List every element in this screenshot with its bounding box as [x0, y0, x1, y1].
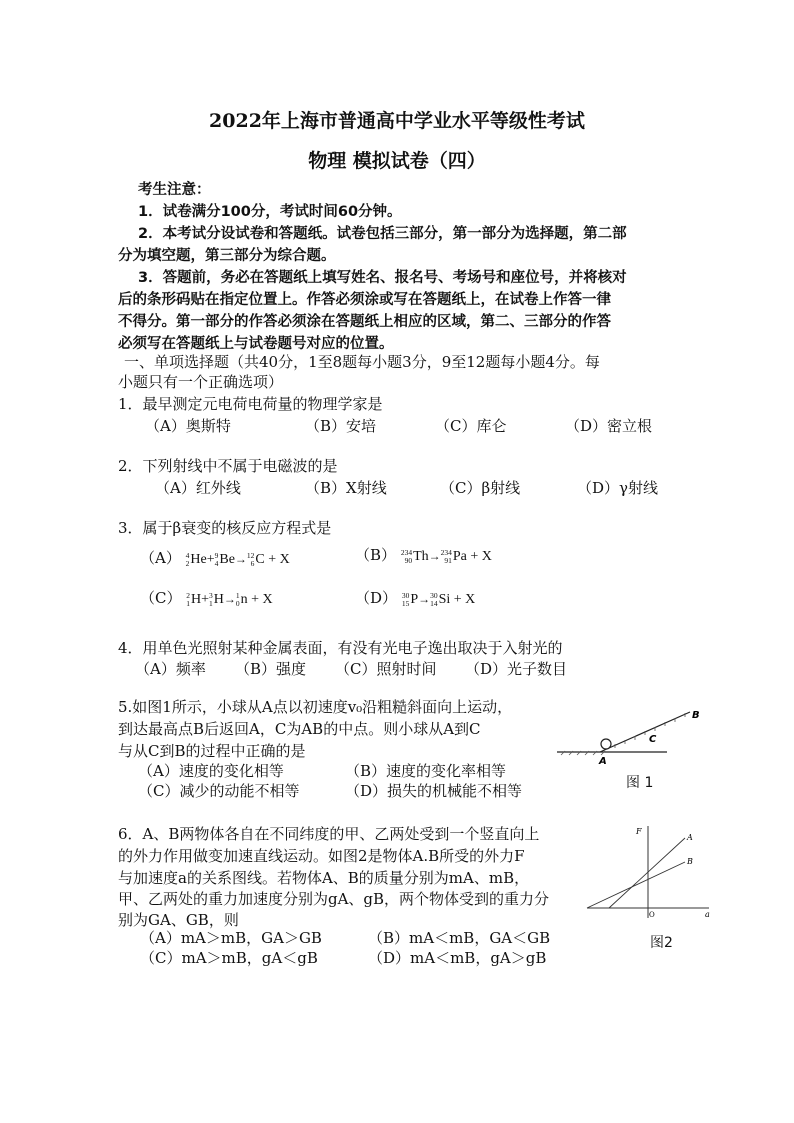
notice-line: 1．试卷满分100分，考试时间60分钟。: [138, 204, 402, 220]
figure-2-line-b: [587, 862, 685, 908]
q3-option-d-label: （D）: [355, 589, 398, 607]
figure-2-label-a: A: [687, 833, 693, 842]
notice-line: 3．答题前，务必在答题纸上填写姓名、报名号、考场号和座位号，并将核对: [138, 270, 627, 286]
q4-option-c: （C）照射时间: [335, 660, 437, 678]
q3-option-c-label: （C）: [140, 589, 182, 607]
figure-1-label-c: C: [649, 734, 657, 745]
question-4-stem: 4．用单色光照射某种金属表面，有没有光电子逸出取决于入射光的: [118, 639, 563, 657]
figure-1-caption: 图 1: [626, 775, 654, 791]
figure-2-label-b: B: [687, 857, 693, 866]
q5-option-d: （D）损失的机械能不相等: [345, 782, 523, 800]
figure-2-label-origin: O: [649, 911, 655, 919]
notice-line: 必须写在答题纸上与试卷题号对应的位置。: [118, 336, 394, 352]
q2-option-d: （D）γ射线: [577, 479, 658, 497]
exam-title: 2022年上海市普通高中学业水平等级性考试: [209, 110, 585, 132]
q3-equation-c: 2 1 H+ 3 1 H→ 1 0 n + X: [186, 590, 273, 608]
question-2-stem: 2．下列射线中不属于电磁波的是: [118, 457, 338, 475]
question-3-stem: 3．属于β衰变的核反应方程式是: [118, 519, 332, 537]
figure-1-label-a: A: [599, 756, 607, 767]
question-6-line: 别为GA、GB，则: [118, 911, 239, 929]
q6-option-c: （C）mA＞mB，gA＜gB: [140, 949, 318, 967]
q3-option-c: [140, 588, 273, 610]
q6-option-a: （A）mA＞mB，GA＞GB: [140, 929, 322, 947]
q4-option-b: （B）强度: [235, 660, 307, 678]
figure-2-label-f: F: [636, 827, 642, 836]
q3-option-a-label: （A）: [140, 549, 181, 567]
q3-equation-b: 234 90 Th→ 234 91 Pa + X: [400, 547, 492, 565]
q3-option-b: [355, 545, 492, 567]
q3-option-a: [140, 548, 290, 570]
q3-equation-a: 4 2 He+ 9 4 Be→ 12 6 C + X: [185, 550, 290, 568]
exam-subtitle: 物理 模拟试卷（四）: [308, 150, 486, 172]
figure-1-ball: [601, 739, 611, 749]
q6-option-d: （D）mA＜mB，gA＞gB: [368, 949, 547, 967]
question-5-line: 到达最高点B后返回A，C为AB的中点。则小球从A到C: [118, 720, 481, 738]
question-6-line: 的外力作用做变加速直线运动。如图2是物体A.B所受的外力F: [118, 847, 525, 865]
section-heading: 一、单项选择题（共40分，1至8题每小题3分，9至12题每小题4分。每: [124, 353, 600, 371]
section-heading-cont: 小题只有一个正确选项）: [118, 373, 284, 391]
notice-line: 后的条形码贴在指定位置上。作答必须涂或写在答题纸上，在试卷上作答一律: [118, 292, 611, 308]
figure-2-caption: 图2: [650, 935, 673, 951]
q3-equation-d: 30 15 P→ 30 14 Si + X: [401, 590, 476, 608]
figure-1-incline: [555, 700, 715, 770]
q1-option-c: （C）库仑: [435, 417, 507, 435]
notice-line: 不得分。第一部分的作答必须涂在答题纸上相应的区域，第二、三部分的作答: [118, 314, 611, 330]
q2-option-a: （A）红外线: [155, 479, 241, 497]
q3-option-d: [355, 588, 475, 610]
q5-option-b: （B）速度的变化率相等: [345, 762, 507, 780]
figure-2-graph: [585, 822, 715, 922]
q2-option-b: （B）X射线: [305, 479, 387, 497]
figure-1-label-b: B: [692, 710, 700, 721]
question-1-stem: 1．最早测定元电荷电荷量的物理学家是: [118, 395, 383, 413]
q5-option-a: （A）速度的变化相等: [138, 762, 284, 780]
notice-line: 分为填空题，第三部分为综合题。: [118, 248, 336, 264]
q1-option-d: （D）密立根: [565, 417, 653, 435]
question-6-line: 与加速度a的关系图线。若物体A、B的质量分别为mA、mB，: [118, 869, 530, 887]
q3-option-b-label: （B）: [355, 546, 397, 564]
q4-option-a: （A）频率: [135, 660, 206, 678]
q1-option-a: （A）奥斯特: [145, 417, 231, 435]
q1-option-b: （B）安培: [305, 417, 377, 435]
question-5-line: 5.如图1所示，小球从A点以初速度v₀沿粗糙斜面向上运动，: [118, 698, 513, 716]
figure-2-label-x: a: [705, 910, 710, 919]
q5-option-c: （C）减少的动能不相等: [138, 782, 300, 800]
question-5-line: 与从C到B的过程中正确的是: [118, 742, 306, 760]
question-6-line: 6．A、B两物体各自在不同纬度的甲、乙两处受到一个竖直向上: [118, 825, 540, 843]
question-6-line: 甲、乙两处的重力加速度分别为gA、gB，两个物体受到的重力分: [118, 890, 550, 908]
notice-line: 2．本考试分设试卷和答题纸。试卷包括三部分，第一部分为选择题，第二部: [138, 226, 627, 242]
notice-heading: 考生注意：: [138, 182, 211, 198]
q6-option-b: （B）mA＜mB，GA＜GB: [368, 929, 551, 947]
figure-2-line-a: [609, 838, 685, 908]
q4-option-d: （D）光子数目: [465, 660, 568, 678]
q2-option-c: （C）β射线: [440, 479, 521, 497]
